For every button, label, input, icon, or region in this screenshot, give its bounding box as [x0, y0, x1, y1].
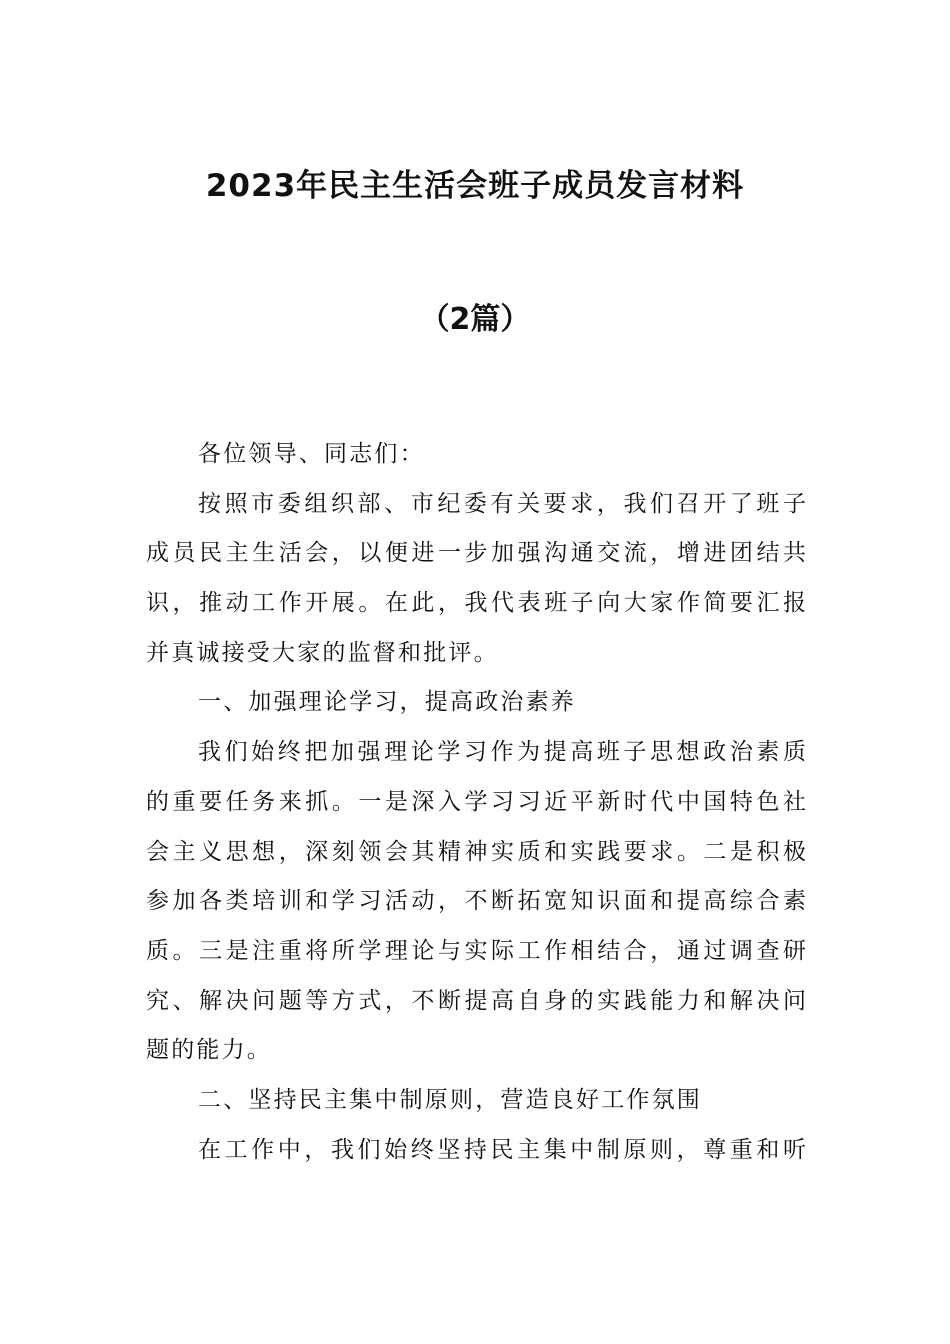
text-line: 按照市委组织部、市纪委有关要求，我们召开了班子: [198, 490, 806, 517]
text-line: 各位领导、同志们：: [198, 441, 425, 467]
text-line: 题的能力。: [146, 1037, 272, 1064]
text-line: 识，推动工作开展。在此，我代表班子向大家作简要汇报: [146, 590, 806, 617]
text-line: 成员民主生活会，以便进一步加强沟通交流，增进团结共: [146, 540, 806, 567]
text-line: 参加各类培训和学习活动，不断拓宽知识面和提高综合素: [146, 888, 806, 915]
document-body: [146, 430, 806, 1175]
text-line: 在工作中，我们始终坚持民主集中制原则，尊重和听: [198, 1136, 806, 1163]
text-line: 质。三是注重将所学理论与实际工作相结合，通过调查研: [146, 937, 806, 964]
text-line: 我们始终把加强理论学习作为提高班子思想政治素质: [198, 739, 806, 766]
text-line: 二、坚持民主集中制原则，营造良好工作氛围: [198, 1086, 702, 1113]
text-line: 一、加强理论学习，提高政治素养: [198, 689, 576, 716]
text-line: 会主义思想，深刻领会其精神实质和实践要求。二是积极: [146, 838, 806, 865]
text-line: 究、解决问题等方式，不断提高自身的实践能力和解决问: [146, 987, 806, 1014]
text-line: 的重要任务来抓。一是深入学习习近平新时代中国特色社: [146, 788, 806, 815]
text-line: 并真诚接受大家的监督和批评。: [146, 639, 499, 666]
document-subtitle: （2篇）: [419, 302, 531, 337]
document-title: 2023年民主生活会班子成员发言材料: [205, 168, 745, 204]
